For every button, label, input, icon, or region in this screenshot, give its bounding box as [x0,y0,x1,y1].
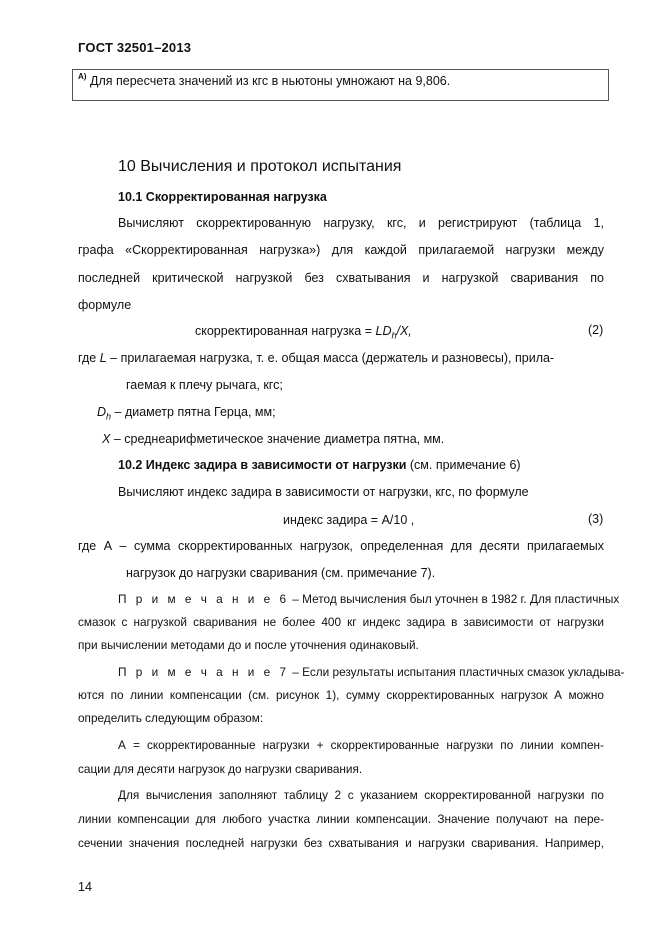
formula-2 [195,323,412,344]
equation-number: (2) [588,323,604,337]
where-var: D [97,405,107,419]
formula-a-line: сации для десяти нагрузок до нагрузки сваривания. [78,762,363,776]
formula-var: LD [375,324,392,338]
footnote-marker: А) [78,72,87,81]
note-7-line: ются по линии компенсации (см. рисунок 1), сумму скорректированных нагрузок А можно [78,688,604,702]
formula-lhs: скорректированная нагрузка = [195,324,376,338]
where-line [78,350,554,366]
formula-3: индекс задира = А/10 , [283,513,415,527]
footnote-text: Для пересчета значений из кгс в ньютоны умножают на 9,806. [90,74,451,88]
note-7-line [118,664,624,680]
where-line [102,431,444,447]
footnote-box [72,69,609,101]
note-text: – Если результаты испытания пластичных смазок укладыва- [289,665,625,679]
where-line [97,404,276,425]
equation-number: (3) [588,512,604,526]
note-6-line: смазок с нагрузкой сваривания не более 400 кг индекс задира в зависимости от нагрузки [78,615,604,629]
note-label: П р и м е ч а н и е 7 [118,665,290,679]
note-label: П р и м е ч а н и е 6 [118,592,290,606]
where-text: – прилагаемая нагрузка, т. е. общая масса (держатель и разновесы), прила- [106,351,555,365]
formula-sub: h [391,330,397,341]
where-var: X [102,432,111,446]
where-var: L [99,351,107,365]
subsection-title-note: (см. примечание 6) [406,458,521,472]
para-line: Вычисляют индекс задира в зависимости от нагрузки, кгс, по формуле [118,485,529,499]
standard-header: ГОСТ 32501–2013 [78,40,192,55]
where-prefix: где [78,351,100,365]
where-line: где А – сумма скорректированных нагрузок, определенная для десяти прилагаемых [78,539,604,553]
para-line: графа «Скорректированная нагрузка») для каждой прилагаемой нагрузки между [78,243,604,257]
note-7-line: определить следующим образом: [78,711,264,725]
where-line: нагрузок до нагрузки сваривания (см. примечание 7). [126,566,436,580]
section-title: 10 Вычисления и протокол испытания [118,158,402,175]
note-text: – Метод вычисления был уточнен в 1982 г. Для пластичных [289,592,620,606]
subsection-title-text: 10.2 Индекс задира в зависимости от нагрузки [118,458,407,472]
para-line: последней критической нагрузкой без схватывания и нагрузкой сваривания по [78,271,604,285]
formula-tail: /X, [396,324,412,338]
note-6-line [118,591,620,607]
where-text: – среднеарифметическое значение диаметра пятна, мм. [110,432,445,446]
formula-a-line: А = скорректированные нагрузки + скорректированные нагрузки по линии компен- [118,738,604,752]
where-line: гаемая к плечу рычага, кгс; [126,378,283,392]
para-line: формуле [78,298,132,312]
final-para-line: сечении значения последней нагрузки без схватывания и нагрузки сваривания. Например, [78,836,604,850]
page-number: 14 [78,880,92,894]
note-6-line: при вычислении методами до и после уточнения одинаковый. [78,638,419,652]
subsection-title-10-1: 10.1 Скорректированная нагрузка [118,190,327,204]
final-para-line: Для вычисления заполняют таблицу 2 с указанием скорректированной нагрузки по [118,788,604,802]
final-para-line: линии компенсации для любого участка линии компенсации. Значение получают на пере- [78,812,604,826]
where-text: – диаметр пятна Герца, мм; [111,405,276,419]
where-sub: h [106,411,112,422]
subsection-title-10-2 [118,458,521,472]
para-line: Вычисляют скорректированную нагрузку, кгс, и регистрируют (таблица 1, [118,216,604,230]
